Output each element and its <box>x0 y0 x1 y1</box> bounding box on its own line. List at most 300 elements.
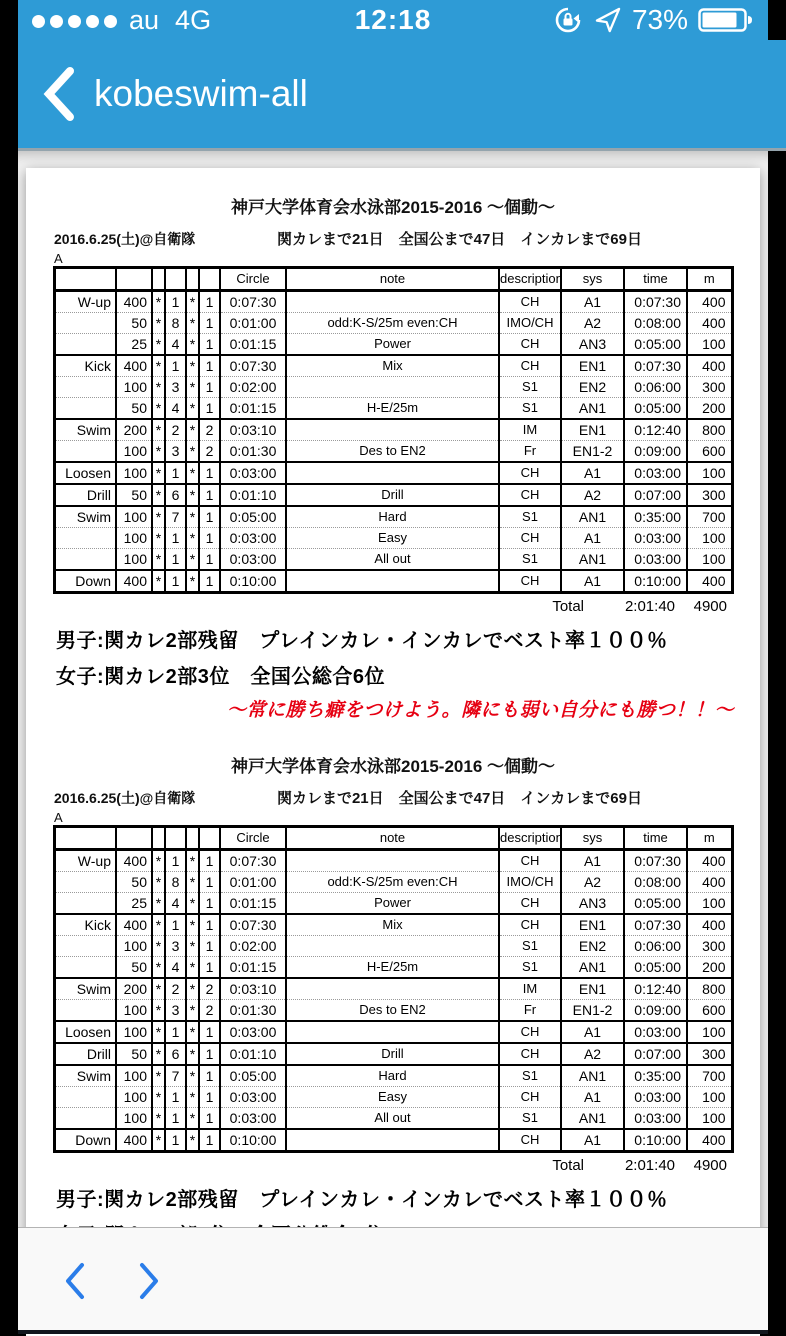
table-row <box>54 334 732 356</box>
cell-multiply: * <box>186 872 199 893</box>
sheet-date: 2016.6.25(土)@自衛隊 <box>54 231 196 247</box>
total-label: Total <box>552 598 584 615</box>
cell-distance: 100 <box>116 1021 152 1043</box>
cell-multiply: * <box>152 1021 165 1043</box>
cell-category: W-up <box>54 291 116 313</box>
cell-distance: 100 <box>116 1087 152 1108</box>
total-time: 2:01:40 <box>624 598 675 615</box>
cell-distance: 100 <box>116 1108 152 1130</box>
cell-note <box>286 291 499 313</box>
cell-distance: 50 <box>116 957 152 979</box>
cell-note: H-E/25m <box>286 398 499 420</box>
total-row <box>54 1157 732 1174</box>
table-row <box>54 549 732 571</box>
cell-description: IM <box>499 978 561 1000</box>
table-row <box>54 419 732 441</box>
cell-distance: 400 <box>116 570 152 593</box>
cell-meters: 100 <box>687 1021 732 1043</box>
cell-note: Drill <box>286 484 499 506</box>
cell-description: CH <box>499 355 561 377</box>
cell-meters: 300 <box>687 936 732 957</box>
cell-sys: A2 <box>561 1043 624 1065</box>
header-cell-x1 <box>152 268 165 291</box>
cell-description: CH <box>499 1129 561 1152</box>
cell-note <box>286 419 499 441</box>
cell-note: Power <box>286 334 499 356</box>
cell-sys: A1 <box>561 1021 624 1043</box>
header-cell-sys: sys <box>561 268 624 291</box>
cell-category <box>54 334 116 356</box>
cell-note: odd:K-S/25m even:CH <box>286 313 499 334</box>
cell-circle: 0:03:00 <box>220 549 286 571</box>
cell-distance: 50 <box>116 1043 152 1065</box>
cell-description: CH <box>499 484 561 506</box>
table-row <box>54 1021 732 1043</box>
cell-multiply: * <box>152 850 165 872</box>
cell-distance: 100 <box>116 506 152 528</box>
cell-category: Drill <box>54 1043 116 1065</box>
cell-sets: 1 <box>199 914 220 936</box>
cell-category <box>54 441 116 463</box>
table-header-row <box>54 827 732 850</box>
cell-multiply: * <box>152 1000 165 1022</box>
cell-meters: 100 <box>687 334 732 356</box>
cell-time: 0:05:00 <box>624 893 687 915</box>
cell-sets: 1 <box>199 936 220 957</box>
cell-multiply: * <box>186 1065 199 1087</box>
cell-circle: 0:02:00 <box>220 936 286 957</box>
cell-sys: A2 <box>561 484 624 506</box>
header-cell-reps <box>165 268 186 291</box>
cell-circle: 0:02:00 <box>220 377 286 398</box>
cell-description: S1 <box>499 957 561 979</box>
table-row <box>54 506 732 528</box>
cell-meters: 400 <box>687 914 732 936</box>
cell-category: Swim <box>54 419 116 441</box>
back-button[interactable] <box>42 66 76 122</box>
cell-reps: 1 <box>165 528 186 549</box>
cell-time: 0:03:00 <box>624 1087 687 1108</box>
cell-sets: 2 <box>199 419 220 441</box>
result-line-women: 女子:関カレ2部3位 全国公総合6位 <box>56 666 386 688</box>
header-cell-sets <box>199 827 220 850</box>
cell-distance: 200 <box>116 978 152 1000</box>
cell-note: Power <box>286 893 499 915</box>
cell-time: 0:03:00 <box>624 1021 687 1043</box>
cell-description: Fr <box>499 1000 561 1022</box>
cell-sets: 1 <box>199 484 220 506</box>
cell-time: 0:35:00 <box>624 506 687 528</box>
cell-note: Easy <box>286 528 499 549</box>
cell-sys: AN3 <box>561 334 624 356</box>
cell-circle: 0:03:10 <box>220 978 286 1000</box>
cell-sets: 1 <box>199 313 220 334</box>
cell-category <box>54 313 116 334</box>
cell-category: Swim <box>54 506 116 528</box>
cell-time: 0:12:40 <box>624 419 687 441</box>
cell-sys: A1 <box>561 850 624 872</box>
cell-reps: 3 <box>165 936 186 957</box>
cell-note: Hard <box>286 1065 499 1087</box>
cell-reps: 4 <box>165 893 186 915</box>
cell-reps: 4 <box>165 957 186 979</box>
toolbar-forward-button[interactable] <box>132 1256 166 1306</box>
cell-note: Hard <box>286 506 499 528</box>
cell-distance: 200 <box>116 419 152 441</box>
cell-circle: 0:10:00 <box>220 1129 286 1152</box>
cell-sets: 1 <box>199 549 220 571</box>
cell-category: Swim <box>54 978 116 1000</box>
table-row <box>54 462 732 484</box>
sheet-countdown: 関カレまで21日 全国公まで47日 インカレまで69日 <box>276 231 642 248</box>
cell-category <box>54 398 116 420</box>
cell-meters: 300 <box>687 484 732 506</box>
header-cell-time: time <box>624 827 687 850</box>
header-cell-note: note <box>286 827 499 850</box>
cell-sets: 1 <box>199 1021 220 1043</box>
cell-time: 0:06:00 <box>624 377 687 398</box>
cell-reps: 6 <box>165 1043 186 1065</box>
cell-circle: 0:05:00 <box>220 506 286 528</box>
cell-sets: 1 <box>199 506 220 528</box>
cell-sets: 1 <box>199 1108 220 1130</box>
cell-sets: 1 <box>199 355 220 377</box>
cell-sys: A1 <box>561 570 624 593</box>
cell-meters: 100 <box>687 462 732 484</box>
cell-description: CH <box>499 528 561 549</box>
table-row <box>54 957 732 979</box>
cell-reps: 1 <box>165 1087 186 1108</box>
cell-multiply: * <box>152 978 165 1000</box>
battery-icon <box>698 7 754 33</box>
table-row <box>54 1043 732 1065</box>
screen-bottom-edge <box>18 1330 768 1334</box>
cell-sets: 2 <box>199 1000 220 1022</box>
cell-reps: 1 <box>165 914 186 936</box>
cell-reps: 2 <box>165 978 186 1000</box>
header-cell-circle: Circle <box>220 827 286 850</box>
cell-distance: 100 <box>116 1000 152 1022</box>
workout-table <box>53 825 734 1153</box>
cell-multiply: * <box>152 441 165 463</box>
cell-distance: 100 <box>116 549 152 571</box>
cell-multiply: * <box>186 957 199 979</box>
cell-multiply: * <box>186 1129 199 1152</box>
cell-sys: EN1 <box>561 355 624 377</box>
cell-multiply: * <box>186 1087 199 1108</box>
header-cell-circle: Circle <box>220 268 286 291</box>
cell-distance: 100 <box>116 441 152 463</box>
cell-sys: AN1 <box>561 1108 624 1130</box>
cell-description: CH <box>499 1087 561 1108</box>
cell-note <box>286 570 499 593</box>
cell-note: Easy <box>286 1087 499 1108</box>
cell-multiply: * <box>152 334 165 356</box>
cell-sys: A1 <box>561 291 624 313</box>
cell-category: Swim <box>54 1065 116 1087</box>
cell-reps: 1 <box>165 549 186 571</box>
cell-time: 0:07:30 <box>624 355 687 377</box>
cell-multiply: * <box>186 313 199 334</box>
cell-description: IMO/CH <box>499 313 561 334</box>
cell-meters: 400 <box>687 570 732 593</box>
header-cell-m: m <box>687 827 732 850</box>
cell-multiply: * <box>152 549 165 571</box>
header-cell-category <box>54 268 116 291</box>
cell-note: H-E/25m <box>286 957 499 979</box>
header-cell-note: note <box>286 268 499 291</box>
cell-meters: 100 <box>687 528 732 549</box>
cell-multiply: * <box>152 355 165 377</box>
cell-multiply: * <box>186 1043 199 1065</box>
slogan-text: ～常に勝ち癖をつけよう。隣にも弱い自分にも勝つ！！～ <box>226 700 734 721</box>
table-row <box>54 872 732 893</box>
cell-category <box>54 872 116 893</box>
cell-multiply: * <box>186 462 199 484</box>
cell-meters: 100 <box>687 549 732 571</box>
cell-circle: 0:01:30 <box>220 1000 286 1022</box>
cell-multiply: * <box>186 850 199 872</box>
cell-sys: EN1 <box>561 419 624 441</box>
cell-category <box>54 1108 116 1130</box>
cell-circle: 0:01:10 <box>220 1043 286 1065</box>
cell-multiply: * <box>152 914 165 936</box>
cell-time: 0:12:40 <box>624 978 687 1000</box>
cell-description: CH <box>499 1043 561 1065</box>
result-line-men: 男子:関カレ2部残留 プレインカレ・インカレでベスト率１００％ <box>56 630 668 652</box>
cell-category: Down <box>54 570 116 593</box>
cell-circle: 0:01:00 <box>220 872 286 893</box>
cell-description: CH <box>499 914 561 936</box>
table-row <box>54 1129 732 1152</box>
cell-time: 0:08:00 <box>624 313 687 334</box>
cell-multiply: * <box>186 334 199 356</box>
cell-distance: 100 <box>116 377 152 398</box>
signal-dots-icon <box>32 15 117 28</box>
sheet-meta-row <box>26 218 760 249</box>
table-row <box>54 484 732 506</box>
table-row <box>54 377 732 398</box>
cell-meters: 800 <box>687 978 732 1000</box>
cell-sets: 1 <box>199 1043 220 1065</box>
cell-circle: 0:05:00 <box>220 1065 286 1087</box>
cell-circle: 0:03:10 <box>220 419 286 441</box>
cell-meters: 400 <box>687 872 732 893</box>
cell-meters: 400 <box>687 1129 732 1152</box>
cell-distance: 400 <box>116 291 152 313</box>
header-cell-category <box>54 827 116 850</box>
sheet-meta-row <box>26 777 760 808</box>
table-row <box>54 528 732 549</box>
cell-sys: AN3 <box>561 893 624 915</box>
cell-sys: AN1 <box>561 957 624 979</box>
sheet-countdown: 関カレまで21日 全国公まで47日 インカレまで69日 <box>276 790 642 807</box>
cell-multiply: * <box>186 291 199 313</box>
cell-category: Loosen <box>54 462 116 484</box>
nav-title: kobeswim-all <box>94 73 308 114</box>
cell-multiply: * <box>186 1000 199 1022</box>
table-row <box>54 914 732 936</box>
cell-circle: 0:01:15 <box>220 893 286 915</box>
cell-description: S1 <box>499 1065 561 1087</box>
cell-time: 0:10:00 <box>624 1129 687 1152</box>
cell-time: 0:07:30 <box>624 914 687 936</box>
cell-note: odd:K-S/25m even:CH <box>286 872 499 893</box>
cell-circle: 0:07:30 <box>220 914 286 936</box>
cell-meters: 800 <box>687 419 732 441</box>
header-cell-description: description <box>499 827 561 850</box>
cell-multiply: * <box>152 484 165 506</box>
cell-note: Des to EN2 <box>286 1000 499 1022</box>
cell-category: Kick <box>54 914 116 936</box>
cell-multiply: * <box>152 419 165 441</box>
cell-reps: 8 <box>165 872 186 893</box>
cell-circle: 0:10:00 <box>220 570 286 593</box>
header-cell-sys: sys <box>561 827 624 850</box>
table-row <box>54 355 732 377</box>
cell-description: CH <box>499 462 561 484</box>
cell-distance: 100 <box>116 1065 152 1087</box>
cell-description: S1 <box>499 1108 561 1130</box>
cell-distance: 50 <box>116 484 152 506</box>
cell-category <box>54 957 116 979</box>
cell-multiply: * <box>186 1021 199 1043</box>
cell-sets: 1 <box>199 528 220 549</box>
cell-time: 0:05:00 <box>624 398 687 420</box>
sheet-corner-label: A <box>54 810 63 825</box>
cell-sys: A1 <box>561 462 624 484</box>
header-cell-m: m <box>687 268 732 291</box>
cell-reps: 3 <box>165 1000 186 1022</box>
cell-description: S1 <box>499 377 561 398</box>
cell-description: CH <box>499 291 561 313</box>
header-cell-x2 <box>186 827 199 850</box>
cell-multiply: * <box>186 570 199 593</box>
chevron-right-icon <box>138 1262 160 1300</box>
table-row <box>54 313 732 334</box>
cell-description: S1 <box>499 506 561 528</box>
cell-sets: 1 <box>199 1087 220 1108</box>
cell-circle: 0:07:30 <box>220 291 286 313</box>
cell-distance: 25 <box>116 893 152 915</box>
cell-sets: 1 <box>199 872 220 893</box>
cell-category: Kick <box>54 355 116 377</box>
cell-sets: 1 <box>199 291 220 313</box>
cell-time: 0:03:00 <box>624 462 687 484</box>
cell-category: Down <box>54 1129 116 1152</box>
cell-multiply: * <box>186 1108 199 1130</box>
cell-circle: 0:03:00 <box>220 1108 286 1130</box>
cell-sets: 1 <box>199 1129 220 1152</box>
cell-category: Loosen <box>54 1021 116 1043</box>
cell-meters: 200 <box>687 957 732 979</box>
cell-time: 0:07:00 <box>624 1043 687 1065</box>
cell-circle: 0:01:00 <box>220 313 286 334</box>
cell-multiply: * <box>152 1043 165 1065</box>
cell-circle: 0:07:30 <box>220 355 286 377</box>
cell-circle: 0:03:00 <box>220 1087 286 1108</box>
cell-distance: 100 <box>116 936 152 957</box>
cell-description: CH <box>499 893 561 915</box>
cell-sets: 1 <box>199 850 220 872</box>
table-row <box>54 1000 732 1022</box>
cell-distance: 25 <box>116 334 152 356</box>
cell-category <box>54 377 116 398</box>
clock-label: 12:18 <box>354 4 432 35</box>
cell-reps: 1 <box>165 462 186 484</box>
cell-description: CH <box>499 570 561 593</box>
sheet-title: 神戸大学体育会水泳部2015-2016 ～個動～ <box>230 757 556 776</box>
header-cell-x2 <box>186 268 199 291</box>
network-label: 4G <box>175 4 212 35</box>
toolbar-back-button[interactable] <box>58 1256 92 1306</box>
cell-multiply: * <box>152 462 165 484</box>
cell-note: All out <box>286 1108 499 1130</box>
cell-meters: 100 <box>687 1108 732 1130</box>
cell-note: Des to EN2 <box>286 441 499 463</box>
cell-distance: 400 <box>116 914 152 936</box>
cell-multiply: * <box>186 914 199 936</box>
cell-distance: 100 <box>116 528 152 549</box>
cell-note <box>286 936 499 957</box>
header-cell-description: description <box>499 268 561 291</box>
cell-description: IMO/CH <box>499 872 561 893</box>
bottom-toolbar <box>18 1227 768 1334</box>
cell-meters: 400 <box>687 313 732 334</box>
nav-bar <box>18 40 786 151</box>
cell-reps: 3 <box>165 441 186 463</box>
cell-distance: 100 <box>116 462 152 484</box>
cell-distance: 400 <box>116 850 152 872</box>
header-cell-x1 <box>152 827 165 850</box>
total-time: 2:01:40 <box>624 1157 675 1174</box>
table-row <box>54 1087 732 1108</box>
header-cell-distance <box>116 268 152 291</box>
sheet-corner-label: A <box>54 251 63 266</box>
cell-category <box>54 528 116 549</box>
cell-sys: EN1-2 <box>561 1000 624 1022</box>
cell-multiply: * <box>186 978 199 1000</box>
cell-sys: EN2 <box>561 936 624 957</box>
cell-note <box>286 377 499 398</box>
cell-category <box>54 1000 116 1022</box>
cell-time: 0:06:00 <box>624 936 687 957</box>
header-cell-time: time <box>624 268 687 291</box>
result-line-men: 男子:関カレ2部残留 プレインカレ・インカレでベスト率１００％ <box>56 1189 668 1211</box>
table-row <box>54 936 732 957</box>
cell-meters: 700 <box>687 1065 732 1087</box>
cell-note <box>286 978 499 1000</box>
cell-sys: A1 <box>561 528 624 549</box>
battery-percent-label: 73% <box>631 4 688 35</box>
document-scroll-area[interactable] <box>18 151 768 1227</box>
chevron-left-icon <box>42 66 76 122</box>
cell-time: 0:35:00 <box>624 1065 687 1087</box>
cell-multiply: * <box>186 419 199 441</box>
cell-reps: 1 <box>165 570 186 593</box>
cell-sets: 2 <box>199 978 220 1000</box>
cell-multiply: * <box>186 484 199 506</box>
cell-time: 0:07:00 <box>624 484 687 506</box>
cell-time: 0:05:00 <box>624 334 687 356</box>
cell-reps: 4 <box>165 334 186 356</box>
cell-multiply: * <box>152 506 165 528</box>
cell-reps: 8 <box>165 313 186 334</box>
cell-description: Fr <box>499 441 561 463</box>
cell-multiply: * <box>186 936 199 957</box>
cell-description: CH <box>499 334 561 356</box>
cell-sets: 1 <box>199 462 220 484</box>
